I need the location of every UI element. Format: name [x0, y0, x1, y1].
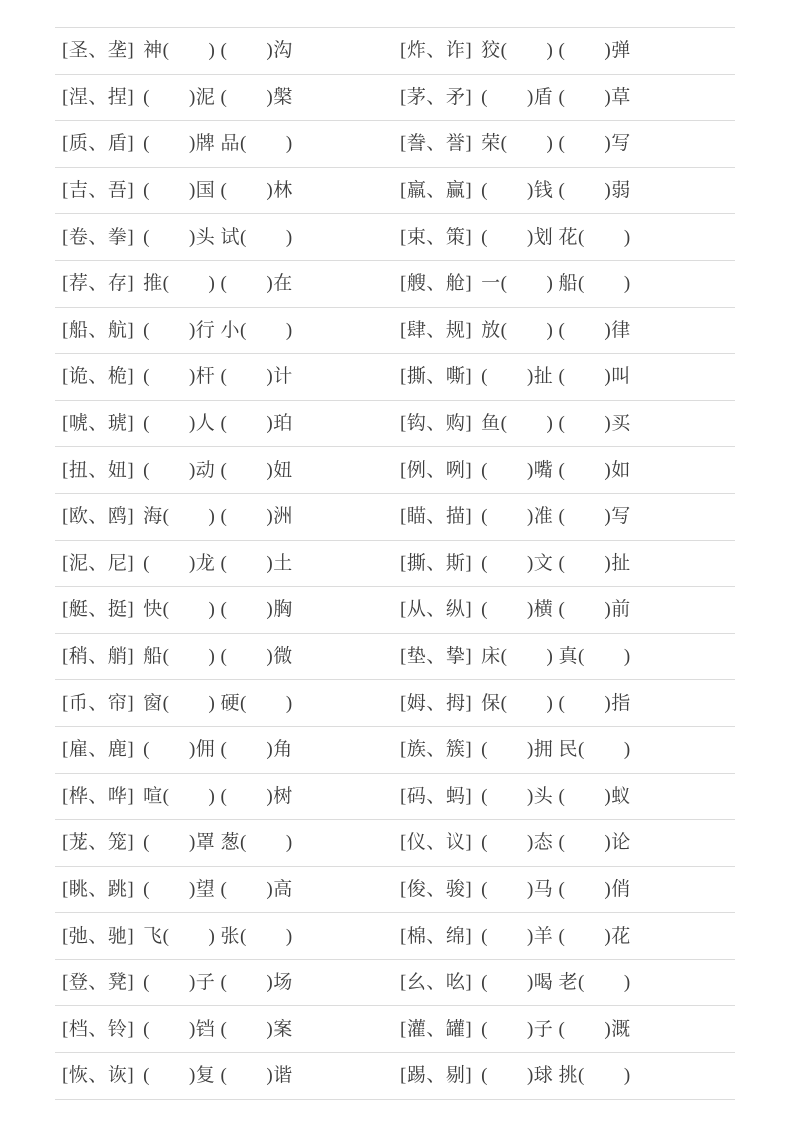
character-pair: [桦、哗] — [62, 785, 135, 807]
worksheet-row — [55, 1053, 735, 1100]
exercise-cell-right — [400, 274, 735, 293]
worksheet-row — [55, 587, 735, 634]
character-pair: [仪、议] — [400, 832, 473, 854]
character-pair: [俊、骏] — [400, 878, 473, 900]
fill-blank-text: 放( ) ( )律 — [481, 319, 631, 341]
fill-blank-text: ( )佣 ( )角 — [143, 739, 293, 761]
character-pair: [灌、罐] — [400, 1018, 473, 1040]
character-pair: [炸、诈] — [400, 40, 473, 62]
fill-blank-text: ( )横 ( )前 — [481, 599, 631, 621]
fill-blank-text: ( )盾 ( )草 — [481, 86, 631, 108]
worksheet-row — [55, 75, 735, 122]
character-pair: [圣、垄] — [62, 40, 135, 62]
exercise-cell-right — [400, 367, 735, 386]
exercise-cell-left — [55, 181, 400, 200]
character-pair: [从、纵] — [400, 599, 473, 621]
worksheet-row — [55, 354, 735, 401]
fill-blank-text: 狡( ) ( )弹 — [481, 40, 631, 62]
fill-blank-text: ( )态 ( )论 — [481, 832, 631, 854]
worksheet-row — [55, 401, 735, 448]
character-pair: [棉、绵] — [400, 925, 473, 947]
character-pair: [涅、捏] — [62, 86, 135, 108]
character-pair: [茏、笼] — [62, 832, 135, 854]
worksheet-row — [55, 774, 735, 821]
exercise-cell-left — [55, 228, 400, 247]
fill-blank-text: ( )准 ( )写 — [481, 506, 631, 528]
fill-blank-text: ( )泥 ( )槃 — [143, 86, 293, 108]
exercise-cell-right — [400, 554, 735, 573]
character-pair: [瞄、描] — [400, 506, 473, 528]
exercise-cell-right — [400, 88, 735, 107]
fill-blank-text: ( )嘴 ( )如 — [481, 459, 631, 481]
worksheet-row — [55, 447, 735, 494]
character-pair: [艘、舱] — [400, 273, 473, 295]
character-pair: [欧、鸥] — [62, 506, 135, 528]
character-pair: [船、航] — [62, 319, 135, 341]
fill-blank-text: ( )罩 葱( ) — [143, 832, 293, 854]
exercise-cell-left — [55, 787, 400, 806]
exercise-cell-left — [55, 694, 400, 713]
worksheet-row — [55, 867, 735, 914]
character-pair: [卷、拳] — [62, 226, 135, 248]
exercise-cell-right — [400, 694, 735, 713]
fill-blank-text: 一( ) 船( ) — [481, 273, 631, 295]
worksheet-row — [55, 913, 735, 960]
exercise-cell-right — [400, 134, 735, 153]
character-pair: [扭、妞] — [62, 459, 135, 481]
character-pair: [诡、桅] — [62, 366, 135, 388]
fill-blank-text: ( )马 ( )俏 — [481, 878, 631, 900]
worksheet-row — [55, 28, 735, 75]
fill-blank-text: 快( ) ( )胸 — [143, 599, 293, 621]
fill-blank-text: ( )国 ( )林 — [143, 180, 293, 202]
fill-blank-text: ( )头 试( ) — [143, 226, 293, 248]
exercise-cell-left — [55, 600, 400, 619]
character-pair: [币、帘] — [62, 692, 135, 714]
character-pair: [族、簇] — [400, 739, 473, 761]
fill-blank-text: ( )钱 ( )弱 — [481, 180, 631, 202]
fill-blank-text: 飞( ) 张( ) — [143, 925, 293, 947]
fill-blank-text: ( )文 ( )扯 — [481, 552, 631, 574]
fill-blank-text: 床( ) 真( ) — [481, 646, 631, 668]
exercise-cell-right — [400, 740, 735, 759]
exercise-cell-right — [400, 927, 735, 946]
exercise-cell-right — [400, 880, 735, 899]
exercise-cell-left — [55, 507, 400, 526]
exercise-cell-left — [55, 41, 400, 60]
character-pair: [撕、嘶] — [400, 366, 473, 388]
exercise-cell-left — [55, 740, 400, 759]
fill-blank-text: 鱼( ) ( )买 — [481, 413, 631, 435]
exercise-cell-right — [400, 833, 735, 852]
exercise-cell-left — [55, 1066, 400, 1085]
character-pair: [幺、吆] — [400, 972, 473, 994]
character-pair: [弛、驰] — [62, 925, 135, 947]
fill-blank-text: 喧( ) ( )树 — [143, 785, 293, 807]
character-pair: [登、凳] — [62, 972, 135, 994]
exercise-cell-left — [55, 1020, 400, 1039]
character-pair: [艇、挺] — [62, 599, 135, 621]
exercise-cell-left — [55, 833, 400, 852]
character-pair: [码、蚂] — [400, 785, 473, 807]
fill-blank-text: ( )铛 ( )案 — [143, 1018, 293, 1040]
fill-blank-text: 神( ) ( )沟 — [143, 40, 293, 62]
character-pair: [唬、琥] — [62, 413, 135, 435]
exercise-cell-left — [55, 414, 400, 433]
character-pair: [撕、斯] — [400, 552, 473, 574]
fill-blank-text: ( )羊 ( )花 — [481, 925, 631, 947]
exercise-cell-right — [400, 181, 735, 200]
fill-blank-text: ( )人 ( )珀 — [143, 413, 293, 435]
exercise-cell-left — [55, 647, 400, 666]
character-pair: [吉、吾] — [62, 180, 135, 202]
character-pair: [泥、尼] — [62, 552, 135, 574]
character-pair: [踢、剔] — [400, 1065, 473, 1087]
fill-blank-text: 荣( ) ( )写 — [481, 133, 631, 155]
exercise-cell-right — [400, 321, 735, 340]
character-pair: [羸、赢] — [400, 180, 473, 202]
fill-blank-text: ( )子 ( )溉 — [481, 1018, 631, 1040]
exercise-cell-right — [400, 414, 735, 433]
fill-blank-text: ( )杆 ( )计 — [143, 366, 293, 388]
worksheet-row — [55, 261, 735, 308]
exercise-cell-right — [400, 41, 735, 60]
exercise-cell-left — [55, 973, 400, 992]
exercise-cell-right — [400, 1020, 735, 1039]
character-pair: [稍、艄] — [62, 646, 135, 668]
fill-blank-text: 窗( ) 硬( ) — [143, 692, 293, 714]
fill-blank-text: ( )球 挑( ) — [481, 1065, 631, 1087]
fill-blank-text: ( )行 小( ) — [143, 319, 293, 341]
worksheet-row — [55, 214, 735, 261]
character-pair: [恢、诙] — [62, 1065, 135, 1087]
worksheet-row — [55, 820, 735, 867]
exercise-cell-right — [400, 787, 735, 806]
character-pair: [姆、拇] — [400, 692, 473, 714]
exercise-cell-right — [400, 647, 735, 666]
exercise-cell-left — [55, 88, 400, 107]
exercise-cell-right — [400, 600, 735, 619]
worksheet-row — [55, 541, 735, 588]
character-pair: [誊、誉] — [400, 133, 473, 155]
character-pair: [垫、挚] — [400, 646, 473, 668]
exercise-cell-left — [55, 274, 400, 293]
character-pair: [荐、存] — [62, 273, 135, 295]
exercise-cell-left — [55, 134, 400, 153]
worksheet-row — [55, 168, 735, 215]
worksheet-row — [55, 634, 735, 681]
worksheet-row — [55, 308, 735, 355]
worksheet-row — [55, 960, 735, 1007]
exercise-cell-left — [55, 880, 400, 899]
character-pair: [茅、矛] — [400, 86, 473, 108]
exercise-cell-right — [400, 507, 735, 526]
worksheet-table — [55, 27, 735, 1100]
character-pair: [肆、规] — [400, 319, 473, 341]
fill-blank-text: 保( ) ( )指 — [481, 692, 631, 714]
worksheet-row — [55, 121, 735, 168]
worksheet-row — [55, 494, 735, 541]
fill-blank-text: ( )望 ( )高 — [143, 878, 293, 900]
worksheet-row — [55, 1006, 735, 1053]
exercise-cell-left — [55, 927, 400, 946]
exercise-cell-right — [400, 228, 735, 247]
fill-blank-text: ( )龙 ( )土 — [143, 552, 293, 574]
character-pair: [例、咧] — [400, 459, 473, 481]
character-pair: [束、策] — [400, 226, 473, 248]
fill-blank-text: ( )划 花( ) — [481, 226, 631, 248]
fill-blank-text: 船( ) ( )微 — [143, 646, 293, 668]
exercise-cell-left — [55, 461, 400, 480]
fill-blank-text: ( )喝 老( ) — [481, 972, 631, 994]
exercise-cell-right — [400, 973, 735, 992]
fill-blank-text: ( )头 ( )蚁 — [481, 785, 631, 807]
fill-blank-text: ( )拥 民( ) — [481, 739, 631, 761]
exercise-cell-left — [55, 321, 400, 340]
fill-blank-text: ( )复 ( )谐 — [143, 1065, 293, 1087]
fill-blank-text: ( )动 ( )妞 — [143, 459, 293, 481]
exercise-cell-right — [400, 461, 735, 480]
character-pair: [钩、购] — [400, 413, 473, 435]
character-pair: [档、铃] — [62, 1018, 135, 1040]
character-pair: [眺、跳] — [62, 878, 135, 900]
worksheet-row — [55, 727, 735, 774]
fill-blank-text: ( )扯 ( )叫 — [481, 366, 631, 388]
fill-blank-text: 海( ) ( )洲 — [143, 506, 293, 528]
character-pair: [质、盾] — [62, 133, 135, 155]
fill-blank-text: 推( ) ( )在 — [143, 273, 293, 295]
exercise-cell-right — [400, 1066, 735, 1085]
fill-blank-text: ( )牌 品( ) — [143, 133, 293, 155]
character-pair: [雇、鹿] — [62, 739, 135, 761]
exercise-cell-left — [55, 367, 400, 386]
fill-blank-text: ( )子 ( )场 — [143, 972, 293, 994]
worksheet-row — [55, 680, 735, 727]
exercise-cell-left — [55, 554, 400, 573]
